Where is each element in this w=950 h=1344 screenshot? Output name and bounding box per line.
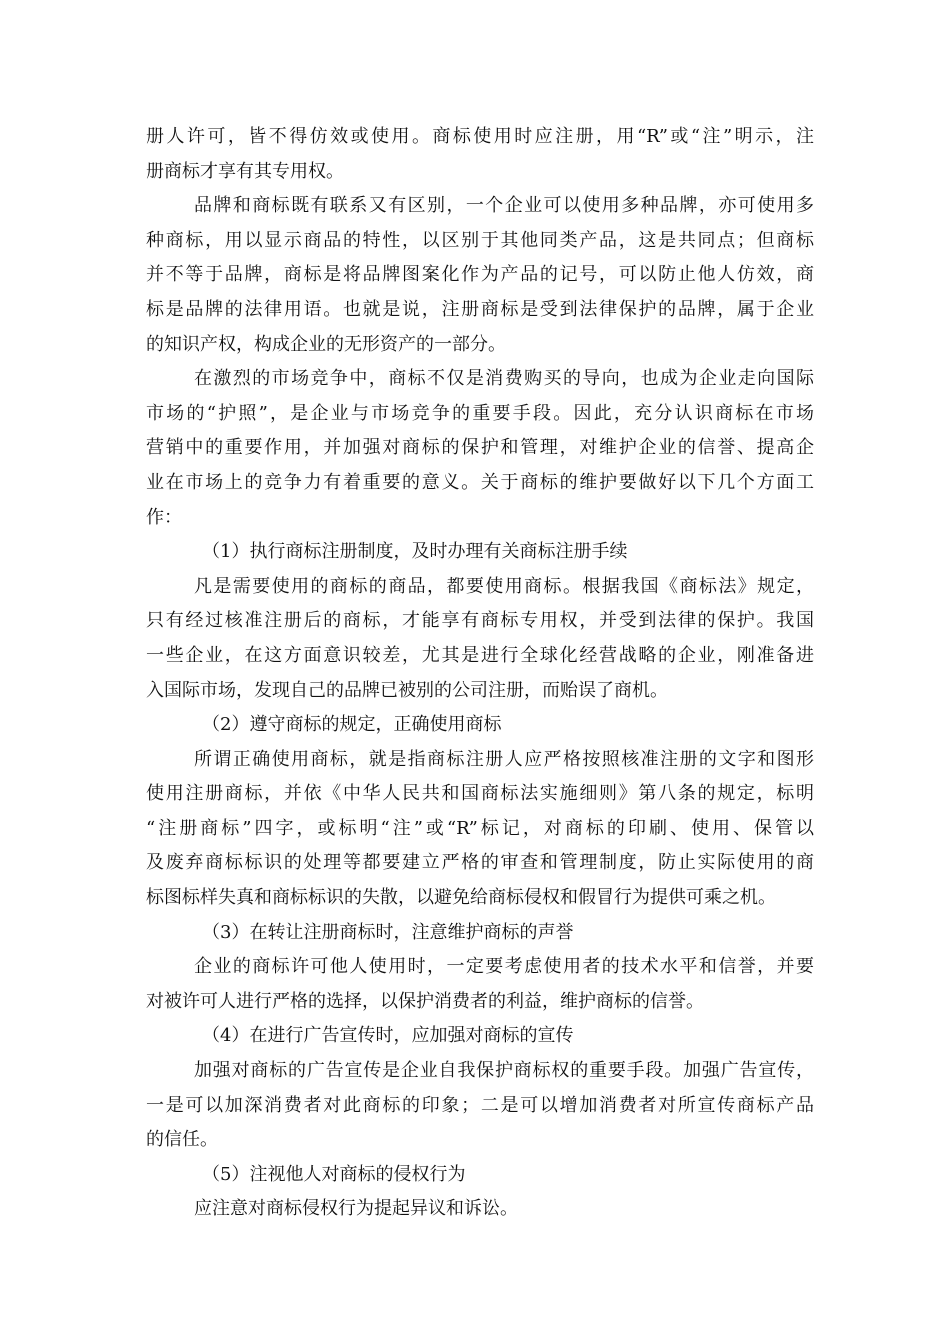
text-line: 标图标样失真和商标标识的失散，以避免给商标侵权和假冒行为提供可乘之机。 <box>146 887 776 909</box>
text-line: 只有经过核准注册后的商标，才能享有商标专用权，并受到法律的保护。我国 <box>146 610 814 632</box>
text-line: 企业的商标许可他人使用时，一定要考虑使用者的技术水平和信誉，并要 <box>194 956 814 978</box>
section-heading: （5）注视他人对商标的侵权行为 <box>202 1163 466 1185</box>
paragraph <box>146 1192 814 1227</box>
text-line: 所谓正确使用商标，就是指商标注册人应严格按照核准注册的文字和图形 <box>194 748 814 770</box>
paragraph <box>146 570 814 708</box>
text-line: 品牌和商标既有联系又有区别，一个企业可以使用多种品牌，亦可使用多 <box>194 195 814 217</box>
text-line: 册人许可，皆不得仿效或使用。商标使用时应注册，用“R”或“注”明示，注 <box>146 126 814 147</box>
section-heading: （4）在进行广告宣传时，应加强对商标的宣传 <box>202 1025 574 1047</box>
paragraph <box>146 743 814 916</box>
paragraph <box>146 1054 814 1158</box>
paragraph <box>146 950 814 1019</box>
paragraph <box>146 120 814 189</box>
text-line: 的信任。 <box>146 1129 218 1151</box>
text-line: 对被许可人进行严格的选择，以保护消费者的利益，维护商标的信誉。 <box>146 990 704 1012</box>
text-line: 业在市场上的竞争力有着重要的意义。关于商标的维护要做好以下几个方面工 <box>146 471 814 493</box>
text-line: 市场的“护照”，是企业与市场竞争的重要手段。因此，充分认识商标在市场 <box>146 402 814 424</box>
text-line: 凡是需要使用的商标的商品，都要使用商标。根据我国《商标法》规定， <box>194 575 814 597</box>
text-line: 种商标，用以显示商品的特性，以区别于其他同类产品，这是共同点；但商标 <box>146 229 814 251</box>
document-body <box>146 120 814 1227</box>
text-line: 在激烈的市场竞争中，商标不仅是消费购买的导向，也成为企业走向国际 <box>194 368 814 390</box>
text-line: 的知识产权，构成企业的无形资产的一部分。 <box>146 333 506 355</box>
section-heading: （1）执行商标注册制度，及时办理有关商标注册手续 <box>202 541 628 563</box>
text-line: 标是品牌的法律用语。也就是说，注册商标是受到法律保护的品牌，属于企业 <box>146 298 814 320</box>
paragraph <box>146 362 814 535</box>
text-line: 入国际市场，发现自己的品牌已被别的公司注册，而贻误了商机。 <box>146 679 668 701</box>
text-line: 册商标才享有其专用权。 <box>146 160 344 182</box>
text-line: 使用注册商标，并依《中华人民共和国商标法实施细则》第八条的规定，标明 <box>146 783 814 805</box>
text-line: 一是可以加深消费者对此商标的印象；二是可以增加消费者对所宣传商标产品 <box>146 1094 814 1116</box>
text-line: 应注意对商标侵权行为提起异议和诉讼。 <box>194 1198 518 1220</box>
text-line: 营销中的重要作用，并加强对商标的保护和管理，对维护企业的信誉、提高企 <box>146 437 814 459</box>
paragraph <box>146 189 814 362</box>
text-line: 并不等于品牌，商标是将品牌图案化作为产品的记号，可以防止他人仿效，商 <box>146 264 814 286</box>
text-line: 一些企业，在这方面意识较差，尤其是进行全球化经营战略的企业，刚准备进 <box>146 644 814 666</box>
text-line: “注册商标”四字，或标明“注”或“R”标记，对商标的印刷、使用、保管以 <box>146 817 814 839</box>
text-line: 及废弃商标标识的处理等都要建立严格的审查和管理制度，防止实际使用的商 <box>146 852 814 874</box>
section-heading: （3）在转让注册商标时，注意维护商标的声誉 <box>202 921 574 943</box>
text-line: 加强对商标的广告宣传是企业自我保护商标权的重要手段。加强广告宣传， <box>194 1060 814 1082</box>
section-heading: （2）遵守商标的规定，正确使用商标 <box>202 714 502 736</box>
text-line: 作： <box>146 506 182 528</box>
